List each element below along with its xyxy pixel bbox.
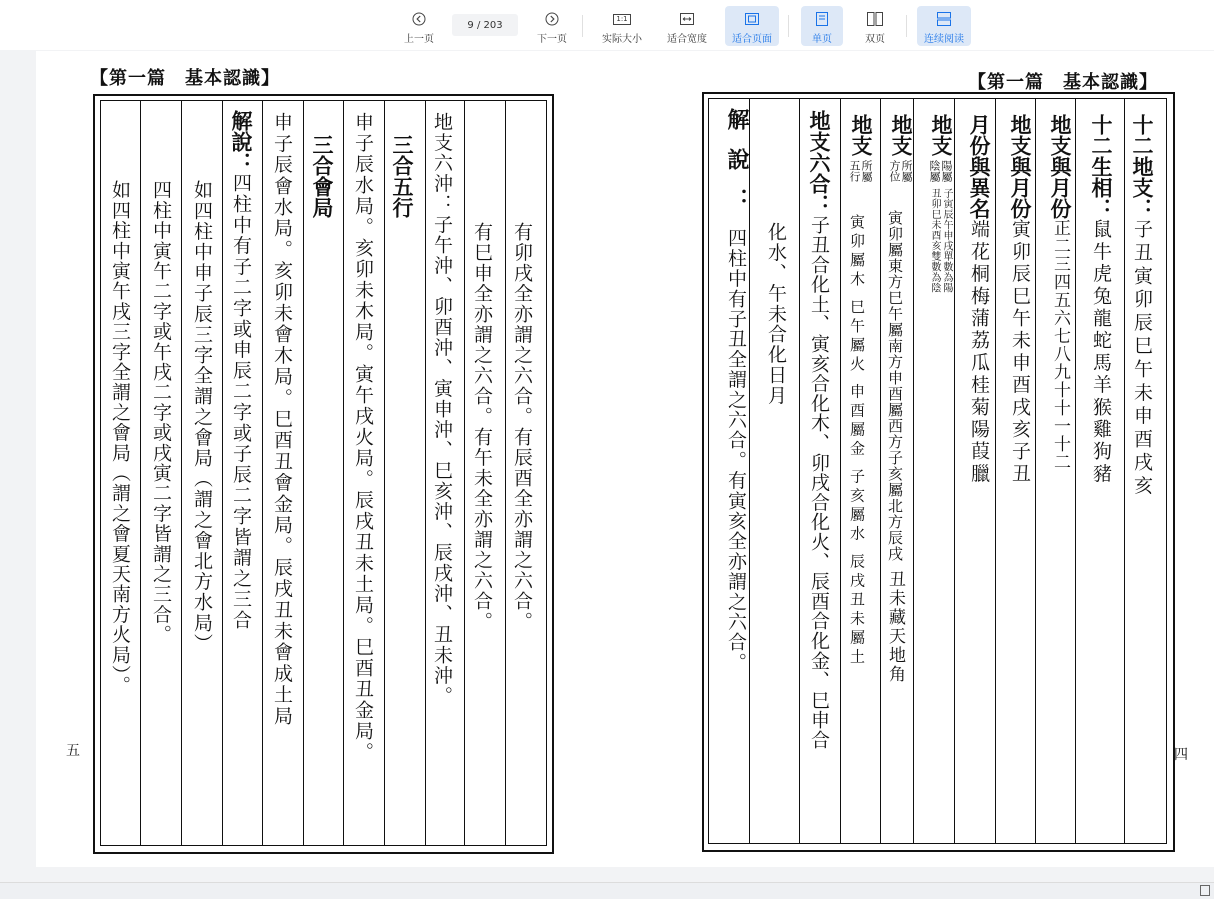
right-col-8-heading: 地支 (849, 114, 873, 156)
right-col-3-heading: 地支與月份 (1048, 114, 1072, 219)
right-col-5 (965, 114, 993, 485)
left-col-8-text: 四柱中有子二字或申辰二字或子辰二字皆謂之三合 (230, 173, 252, 631)
status-bar (0, 882, 1214, 899)
right-col-8-line-a: 寅卯屬木 巳午屬火 申酉屬金 子亥屬水 辰戌丑未屬土 (848, 214, 866, 668)
right-col-9-text: 子丑合化土、寅亥合化木、卯戌合化火、辰酉合化金、巳申合 (808, 215, 830, 750)
left-col-10: 四柱中寅午二字或午戌二字或戌寅二字皆謂之三合。 (150, 180, 172, 645)
column-rule (954, 99, 955, 843)
right-col-4-text: 寅卯辰巳午未申酉戌亥子丑 (1009, 219, 1031, 486)
right-col-9 (805, 110, 833, 750)
column-rule (425, 101, 426, 845)
right-col-5-text: 端花桐梅蒲荔瓜桂菊陽葭臘 (968, 219, 990, 486)
prev-page-label: 上一页 (404, 34, 434, 45)
left-col-3: 地支六沖：子午沖、卯酉沖、寅申沖、巳亥沖、辰戌沖、丑未沖。 (431, 112, 453, 707)
right-col-7-sub-a: 所屬 (900, 160, 913, 182)
right-col-7-line-a: 寅卯屬東方巳午屬南方申酉屬西方子亥屬北方辰戌 (886, 210, 904, 562)
column-rule (995, 99, 996, 843)
column-rule (1124, 99, 1125, 843)
right-col-10: 化水、午未合化日月 (765, 222, 787, 406)
column-rule (840, 99, 841, 843)
chevron-left-icon (412, 9, 426, 29)
left-col-8-heading: 解說： (229, 110, 253, 173)
column-rule (913, 99, 914, 843)
right-col-7-heading: 地支 (889, 114, 913, 156)
continuous-reading-label: 连续阅读 (924, 34, 964, 45)
actual-size-icon (613, 9, 630, 29)
fit-width-label: 适合宽度 (667, 34, 707, 45)
column-rule (464, 101, 465, 845)
column-rule (343, 101, 344, 845)
fit-width-icon (680, 9, 694, 29)
actual-size-icon-text: 1:1 (613, 14, 630, 25)
left-col-9: 如四柱中申子辰三字全謂之會局（謂之會北方水局） (191, 180, 213, 654)
left-page-header: 【第一篇 基本認識】 (90, 68, 280, 89)
right-col-6-line-a: 子寅辰午申戌單數為陽 (941, 188, 952, 293)
fit-width-button[interactable] (661, 6, 713, 46)
column-rule (222, 101, 223, 845)
left-col-7: 申子辰會水局。亥卯未會木局。巳酉丑會金局。辰戌丑未會成土局 (271, 112, 293, 727)
single-page-icon (816, 9, 828, 29)
double-page-button[interactable] (854, 6, 896, 46)
right-col-1-text: 子丑寅卯辰巳午未申酉戌亥 (1131, 219, 1153, 499)
column-rule (1035, 99, 1036, 843)
right-col-11-heading: 解說： (724, 108, 749, 228)
page-current: 9 (467, 19, 474, 31)
continuous-reading-button[interactable] (917, 6, 971, 46)
right-page-number: 四 (1174, 747, 1188, 763)
viewer-toolbar (0, 0, 1214, 50)
left-col-11: 如四柱中寅午戌三字全謂之會局（謂之會夏天南方火局）。 (109, 180, 131, 696)
fit-page-icon (745, 9, 759, 29)
right-col-4-heading: 地支與月份 (1008, 114, 1032, 219)
right-col-6-sub-b: 陰屬 (928, 160, 941, 182)
column-rule (880, 99, 881, 843)
chevron-right-icon (545, 9, 559, 29)
column-rule (303, 101, 304, 845)
column-rule (181, 101, 182, 845)
right-col-2-text: 鼠牛虎兔龍蛇馬羊猴雞狗豬 (1090, 219, 1112, 486)
toolbar-divider (582, 15, 583, 37)
column-rule (140, 101, 141, 845)
left-page-number: 五 (66, 743, 80, 759)
next-page-label: 下一页 (537, 34, 567, 45)
single-page-button[interactable] (801, 6, 843, 46)
next-page-button[interactable] (531, 6, 573, 46)
actual-size-label: 实际大小 (602, 34, 642, 45)
right-col-11 (722, 108, 750, 672)
right-col-8-sub-b: 五行 (848, 160, 861, 182)
right-col-6-line-b: 丑卯巳未酉亥雙數為陰 (929, 188, 940, 293)
right-col-7-line-b: 丑未藏天地角 (885, 570, 905, 684)
right-page-header: 【第一篇 基本認識】 (968, 72, 1158, 93)
left-col-6-heading: 三合會局 (310, 134, 334, 218)
right-col-1 (1128, 114, 1156, 499)
right-col-6-sub-a: 陽屬 (940, 160, 953, 182)
right-col-6-heading: 地支 (929, 114, 953, 156)
fit-page-label: 适合页面 (732, 34, 772, 45)
right-col-5-heading: 月份與異名 (967, 114, 991, 219)
left-col-2: 有巳申全亦謂之六合。有午未全亦謂之六合。 (471, 222, 493, 632)
page-total: / 203 (476, 19, 503, 31)
single-page-label: 单页 (812, 34, 832, 45)
left-col-1: 有卯戌全亦謂之六合。有辰酉全亦謂之六合。 (511, 222, 533, 632)
left-col-5: 申子辰水局。亥卯未木局。寅午戌火局。辰戌丑未土局。巳酉丑金局。 (352, 112, 374, 763)
column-rule (799, 99, 800, 843)
right-col-3 (1046, 114, 1074, 471)
column-rule (262, 101, 263, 845)
fit-page-button[interactable] (725, 6, 779, 46)
toolbar-divider (788, 15, 789, 37)
right-col-4 (1006, 114, 1034, 485)
right-col-2-heading: 十二生相： (1089, 114, 1113, 219)
left-col-4-heading: 三合五行 (390, 134, 414, 218)
prev-page-button[interactable] (398, 6, 440, 46)
actual-size-button[interactable] (596, 6, 648, 46)
left-col-8 (227, 110, 255, 631)
column-rule (384, 101, 385, 845)
toolbar-divider (906, 15, 907, 37)
right-col-2 (1087, 114, 1115, 485)
right-col-9-heading: 地支六合： (807, 110, 831, 215)
column-rule (1075, 99, 1076, 843)
right-col-7-sub-b: 方位 (888, 160, 901, 182)
right-col-1-heading: 十二地支： (1130, 114, 1154, 219)
right-col-3-text: 正二三四五六七八九十十一十二 (1050, 219, 1070, 471)
continuous-reading-icon (937, 9, 951, 29)
right-col-11-text: 四柱中有子丑全謂之六合。有寅亥全亦謂之六合。 (725, 228, 747, 673)
page-number-input[interactable] (452, 14, 518, 36)
double-page-icon (867, 9, 883, 29)
column-rule (505, 101, 506, 845)
right-col-8-sub-a: 所屬 (860, 160, 873, 182)
double-page-label: 双页 (865, 34, 885, 45)
panel-toggle-icon[interactable] (1200, 885, 1210, 896)
